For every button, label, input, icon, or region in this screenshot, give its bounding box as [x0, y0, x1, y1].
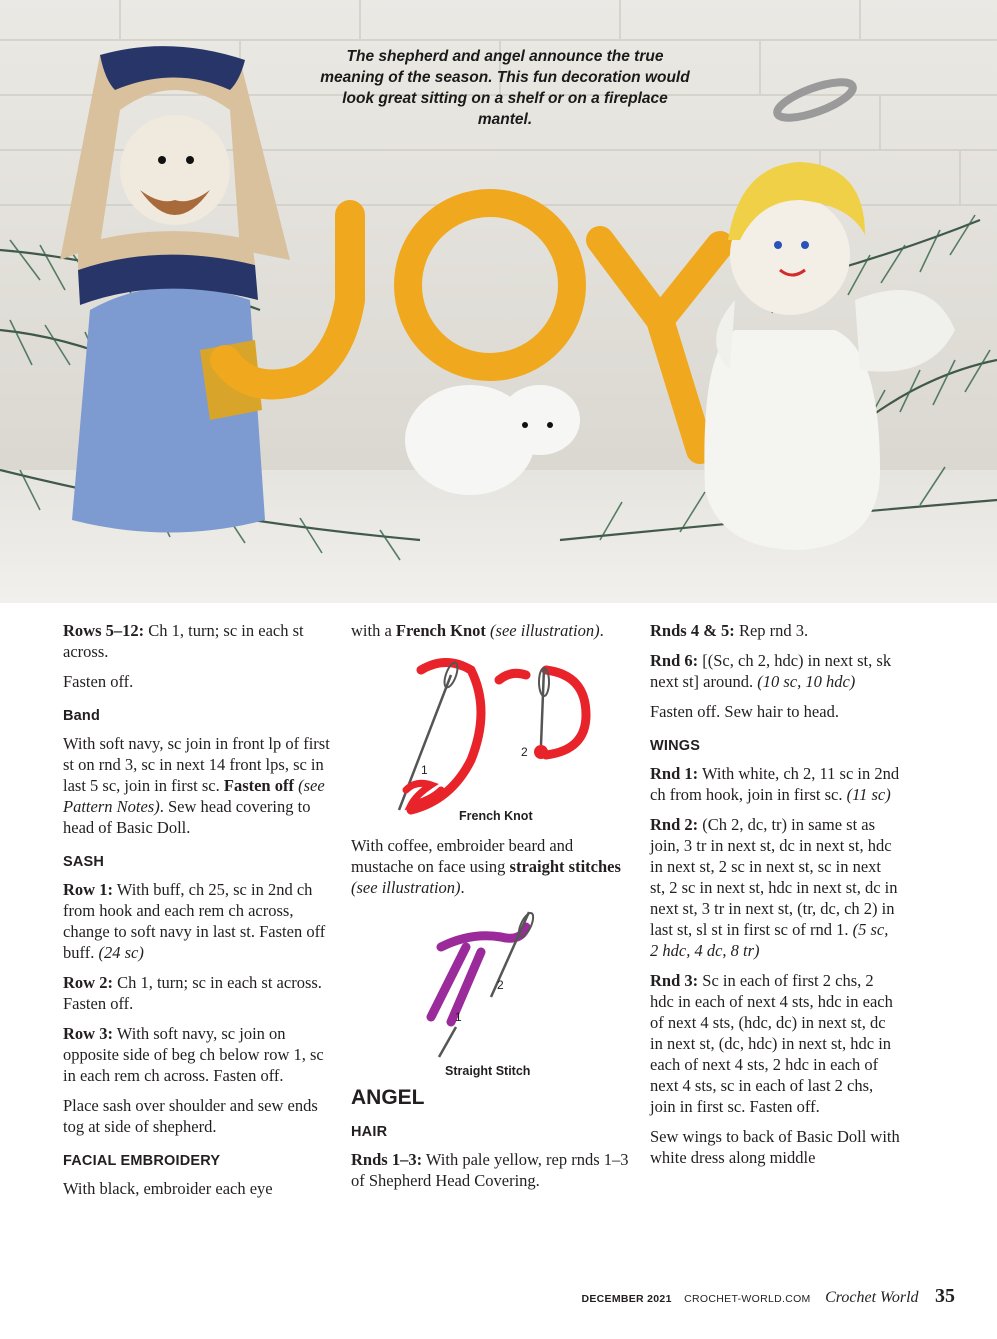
straight-stitch-illustration	[351, 907, 629, 1077]
c2-t1: with a	[351, 621, 396, 640]
row2-text: Ch 1, turn; sc in each st across. Fasten off.	[63, 973, 322, 1013]
row3-text: With soft navy, sc join on opposite side of beg ch below row 1, sc in each rem ch across. Fasten off.	[63, 1024, 324, 1085]
c2-t2: With coffee, embroider beard and mustache on face using	[351, 836, 574, 876]
w1-text: With white, ch 2, 11 sc in 2nd ch from hook, join in first sc.	[650, 764, 900, 804]
footer-site: CROCHET-WORLD.COM	[684, 1293, 811, 1305]
sew-wings: Sew wings to back of Basic Doll with white dress along middle	[650, 1127, 900, 1167]
r6-label: Rnd 6:	[650, 651, 699, 670]
hair-rnds-1-3	[351, 1149, 629, 1191]
row3-label: Row 3:	[63, 1024, 113, 1043]
rnds13-label: Rnds 1–3:	[351, 1150, 423, 1169]
angel-heading: ANGEL	[351, 1086, 425, 1109]
rows-label: Rows 5–12:	[63, 621, 145, 640]
w2-count: (5 sc, 2 hdc, 4 dc, 8 tr)	[650, 920, 889, 960]
band-i1: (see Pattern Notes)	[63, 776, 325, 816]
c2-b1: French Knot	[395, 621, 486, 640]
rows-5-12	[63, 620, 335, 662]
c2-b2: straight stitches	[509, 857, 621, 876]
sew-hair: Fasten off. Sew hair to head.	[650, 702, 839, 721]
facial-text: With black, embroider each eye	[63, 1179, 273, 1198]
r45-label: Rnds 4 & 5:	[650, 621, 735, 640]
french-knot-icon	[351, 650, 629, 825]
straight-stitch-icon	[351, 907, 629, 1077]
hair-rnd-6	[650, 650, 900, 692]
band-b1: Fasten off	[223, 776, 294, 795]
band-heading: Band	[63, 708, 101, 724]
footer-month: DECEMBER 2021	[581, 1293, 672, 1305]
c2-i2: (see illustration)	[351, 878, 461, 897]
french-knot-text	[351, 620, 629, 641]
w1-label: Rnd 1:	[650, 764, 699, 783]
column-1	[63, 620, 335, 1208]
row1-count: (24 sc)	[98, 943, 144, 962]
place-sash: Place sash over shoulder and sew ends tog at side of shepherd.	[63, 1096, 318, 1136]
french-num-1: 1	[421, 763, 428, 777]
w3-text: Sc in each of first 2 chs, 2 hdc in each of next 4 sts, hdc in each of next 4 sts, (hdc, dc) in next st, dc in next st, (dc, hdc) in next st, hdc in each of next 4 sts, 2 hdc in each of next 4 sts, sc in each of last 2 chs, join in first sc. Fasten off.	[650, 971, 893, 1116]
wings-rnd-2	[650, 814, 900, 961]
page-footer	[581, 1285, 955, 1308]
column-3	[650, 620, 900, 1177]
sash-row-1	[63, 879, 335, 963]
w3-label: Rnd 3:	[650, 971, 699, 990]
project-photo	[0, 0, 997, 603]
c2-t2end: .	[460, 878, 465, 897]
straight-num-1: 1	[455, 1010, 462, 1024]
french-knot-illustration	[351, 650, 629, 825]
r6-text: [(Sc, ch 2, hdc) in next st, sk next st] around.	[650, 651, 892, 691]
row1-label: Row 1:	[63, 880, 113, 899]
row2-label: Row 2:	[63, 973, 113, 992]
c2-t1end: .	[599, 621, 604, 640]
straight-stitch-text	[351, 835, 629, 898]
wings-rnd-3	[650, 970, 900, 1117]
w1-count: (11 sc)	[846, 785, 891, 804]
page-number: 35	[935, 1285, 955, 1307]
r45-text: Rep rnd 3.	[734, 621, 809, 640]
rows-text: Ch 1, turn; sc in each st across.	[63, 621, 304, 661]
band-t2: . Sew head covering to head of Basic Doll.	[63, 797, 311, 837]
band-t1: With soft navy, sc join in front lp of first st on rnd 3, sc in next 14 front lps, sc in last 5 sc, join in first sc.	[63, 734, 330, 795]
sash-row-2	[63, 972, 335, 1014]
rnds13-text: With pale yellow, rep rnds 1–3 of Shepherd Head Covering.	[351, 1150, 629, 1190]
r6-count: (10 sc, 10 hdc)	[757, 672, 856, 691]
footer-magazine: Crochet World	[825, 1289, 919, 1306]
c2-i1: (see illustration)	[485, 621, 600, 640]
straight-num-2: 2	[497, 978, 504, 992]
hair-heading: HAIR	[351, 1124, 388, 1140]
w2-label: Rnd 2:	[650, 815, 699, 834]
photo-caption: The shepherd and angel announce the true meaning of the season. This fun decoration would look great sitting on a shelf or on a fireplace mantel.	[320, 48, 690, 128]
column-2	[351, 620, 629, 1200]
french-num-2: 2	[521, 745, 528, 759]
band-text	[63, 733, 335, 838]
straight-stitch-label: Straight Stitch	[445, 1064, 531, 1078]
fasten-off: Fasten off.	[63, 672, 134, 691]
french-knot-label: French Knot	[459, 809, 533, 823]
row1-text: With buff, ch 25, sc in 2nd ch from hook and each rem ch across, change to soft navy in last st. Fasten off buff.	[63, 880, 326, 962]
hair-rnds-4-5	[650, 620, 900, 641]
facial-heading: FACIAL EMBROIDERY	[63, 1153, 221, 1169]
sash-heading: SASH	[63, 854, 105, 870]
w2-text: (Ch 2, dc, tr) in same st as join, 3 tr in next st, dc in next st, hdc in next st, 2 sc in next st, sc in next st, 2 sc in next st, hdc in next st, dc in next st, 3 tr in next st, (tr, dc, ch 2) in last st, sl st in first sc of rnd 1.	[650, 815, 898, 939]
sash-row-3	[63, 1023, 335, 1086]
wings-rnd-1	[650, 763, 900, 805]
wings-heading: WINGS	[650, 738, 701, 754]
